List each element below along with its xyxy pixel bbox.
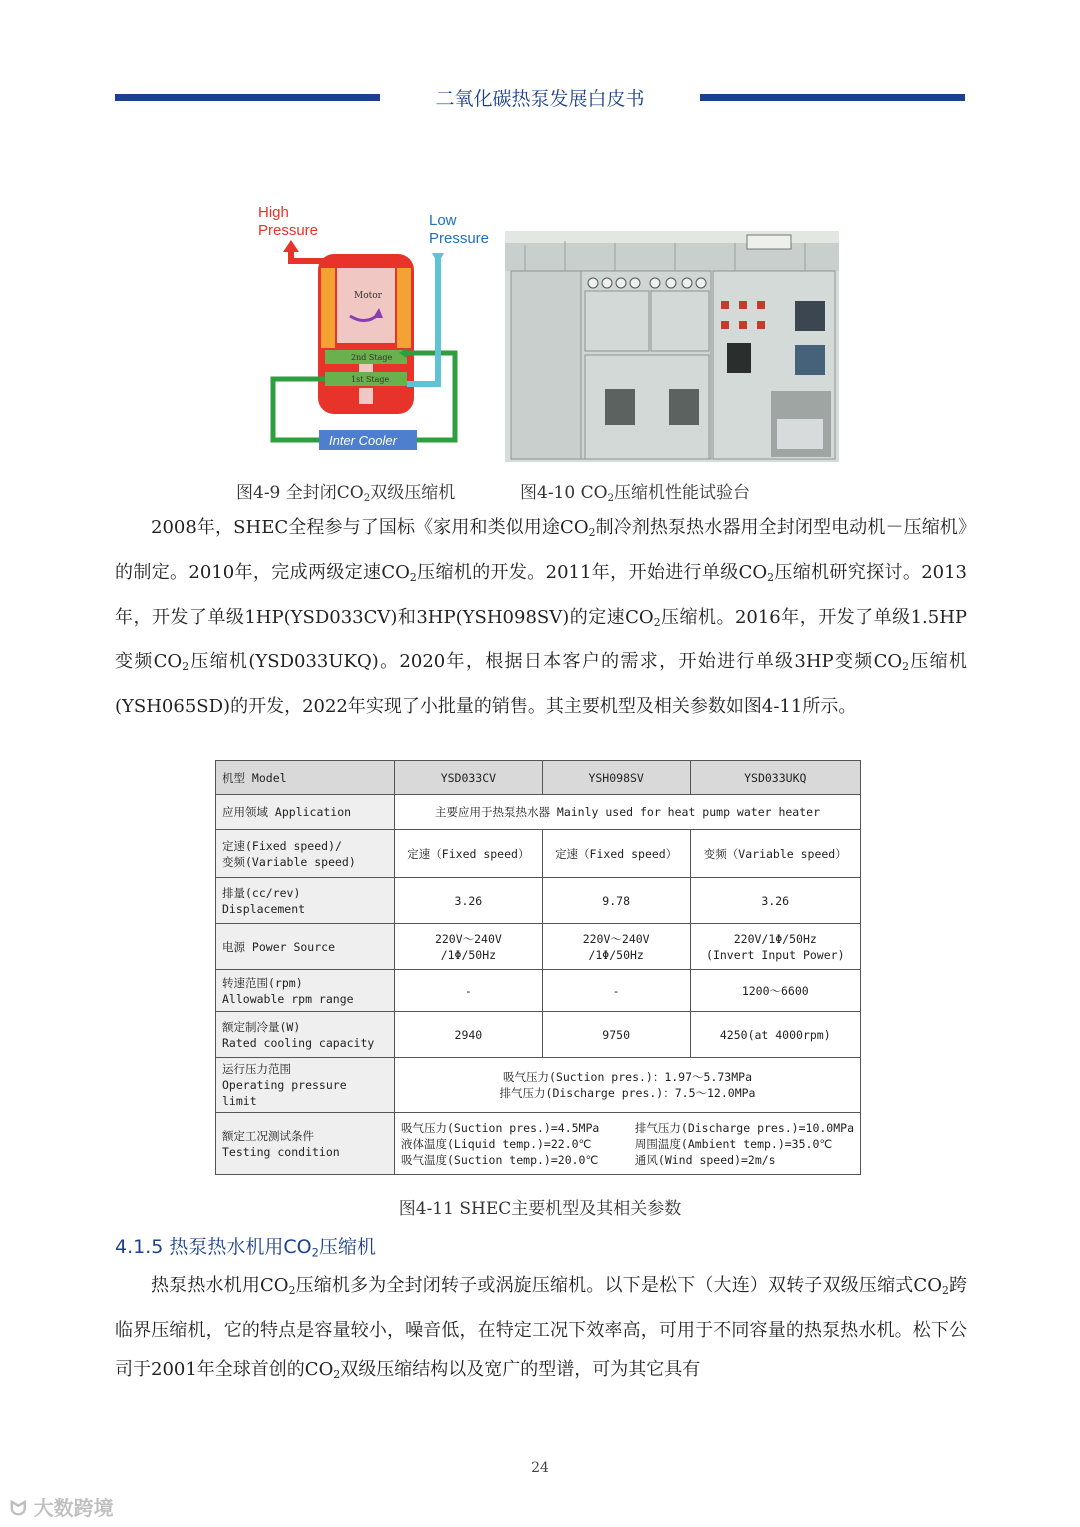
label-line: Rated cooling capacity: [222, 1035, 375, 1050]
header-bar-left: [115, 94, 380, 101]
text-run: 热泵热水机用CO: [151, 1275, 289, 1296]
label-line: 转速范围(rpm): [222, 975, 303, 990]
heading-text: 4.1.5 热泵热水机用CO: [115, 1236, 312, 1258]
motor-block: [337, 268, 395, 343]
subscript: 2: [902, 660, 910, 674]
watermark-logo-icon: ᗢ: [10, 1496, 34, 1520]
caption-subscript: 2: [363, 493, 371, 505]
table-cell-label: [216, 1012, 395, 1058]
caption-text: 压缩机性能试验台: [614, 483, 751, 503]
testing-column-right: [635, 1120, 854, 1168]
label-line: 运行压力范围: [222, 1062, 291, 1076]
table-row: [216, 924, 861, 970]
cell-line: 周围温度(Ambient temp.)=35.0℃: [634, 1136, 833, 1151]
cell-line: 220V/1Φ/50Hz: [733, 931, 817, 946]
subscript: 2: [653, 615, 661, 629]
cell-line: /1Φ/50Hz: [440, 947, 497, 962]
table-cell: 4250(at 4000rpm): [690, 1012, 860, 1058]
table-cell: 3.26: [690, 878, 860, 924]
table-cell-label: [216, 1058, 395, 1113]
table-row: [216, 1113, 861, 1175]
cell-line: (Invert Input Power): [706, 947, 845, 962]
table-row: [216, 878, 861, 924]
paragraph-text: [115, 1266, 967, 1395]
outlet-arrow: [283, 240, 299, 252]
subscript: 2: [182, 660, 190, 674]
high-pressure-label: High: [258, 204, 289, 221]
subscript: 2: [588, 526, 596, 540]
table-cell: 2940: [395, 1012, 543, 1058]
table-cell: [395, 1113, 861, 1175]
label-line: Allowable rpm range: [222, 991, 354, 1006]
page-header-title: 二氧化碳热泵发展白皮书: [435, 88, 645, 110]
table-cell: 变频（Variable speed）: [690, 830, 860, 878]
table-cell: -: [542, 970, 690, 1012]
table-cell: 1200～6600: [690, 970, 860, 1012]
label-line: Displacement: [222, 901, 306, 916]
inlet-arrow: [432, 253, 444, 264]
table-cell: 定速（Fixed speed）: [542, 830, 690, 878]
body-paragraph-1: [115, 508, 967, 727]
low-pressure-label: Low: [429, 212, 457, 229]
table-cell: 主要应用于热泵热水器 Mainly used for heat pump water heater: [395, 795, 861, 830]
text-run: 压缩机(YSD033UKQ)。2020年，根据日本客户的需求，开始进行单级3HP变频CO: [189, 651, 903, 673]
label-line: 变频(Variable speed): [222, 854, 356, 869]
caption-text: 图4-9 全封闭CO: [236, 483, 364, 503]
table-header-cell: YSD033UKQ: [690, 761, 860, 795]
low-pressure-label-2: Pressure: [429, 230, 490, 247]
text-run: 2008年，SHEC全程参与了国标《家用和类似用途CO: [151, 517, 589, 538]
stage2-label: 2nd Stage: [351, 353, 393, 362]
stage1-label: 1st Stage: [351, 375, 390, 384]
cell-line: /1Φ/50Hz: [588, 947, 644, 962]
table-cell: [395, 924, 543, 970]
spec-table: [215, 760, 861, 1175]
text-run: 压缩机研究探讨。2013年，开发了单级1HP(YSD033CV)和3HP(YSH098SV)的定速CO: [115, 561, 967, 628]
table-row: [216, 761, 861, 795]
table-cell: 9.78: [542, 878, 690, 924]
table-cell: 9750: [542, 1012, 690, 1058]
table-cell: 定速（Fixed speed）: [395, 830, 543, 878]
testing-column-left: [401, 1120, 599, 1168]
text-run: 双级压缩结构以及宽广的型谱，可为其它具有: [340, 1359, 701, 1381]
cell-line: 220V～240V: [434, 931, 502, 946]
text-run: 制冷剂热泵热水器用全封闭型电动机－压缩机》的制定。2010年，完成两级定速CO: [115, 517, 967, 583]
figure-4-9-caption: [236, 478, 455, 504]
table-cell: -: [395, 970, 543, 1012]
table-cell: [542, 924, 690, 970]
table-row: [216, 830, 861, 878]
table-cell: [690, 924, 860, 970]
heading-text: 压缩机: [318, 1236, 376, 1258]
cell-line: 排气压力(Discharge pres.)：7.5～12.0MPa: [499, 1086, 756, 1100]
label-line: 额定制冷量(W): [222, 1019, 301, 1034]
cell-line: 通风(Wind speed)=2m/s: [634, 1152, 776, 1167]
table-cell-label: [216, 970, 395, 1012]
cell-line: 液体温度(Liquid temp.)=22.0℃: [401, 1136, 592, 1151]
table-row: [216, 970, 861, 1012]
text-run: 压缩机(YSH065SD)的开发，2022年实现了小批量的销售。其主要机型及相关参数如图4-11所示。: [115, 651, 968, 718]
caption-text: 图4-10 CO: [520, 483, 608, 503]
label-line: 排量(cc/rev): [222, 885, 301, 900]
table-row: [216, 1012, 861, 1058]
text-run: 压缩机的开发。2011年，开始进行单级CO: [416, 561, 768, 583]
label-line: Operating pressure limit: [222, 1078, 347, 1108]
cell-line: 220V～240V: [582, 931, 650, 946]
subscript: 2: [941, 1284, 949, 1298]
table-cell-label: 机型 Model: [216, 761, 395, 795]
table-row: [216, 795, 861, 830]
inter-cooler-label: Inter Cooler: [329, 433, 397, 448]
label-line: 额定工况测试条件: [222, 1128, 314, 1143]
watermark: [10, 1492, 114, 1521]
paragraph-text: [115, 508, 967, 727]
caption-text: 双级压缩机: [370, 483, 456, 503]
page-number: 24: [531, 1460, 549, 1476]
body-paragraph-2: [115, 1266, 967, 1395]
table-cell-label: 应用领域 Application: [216, 795, 395, 830]
table-cell-label: [216, 830, 395, 878]
text-run: 压缩机多为全封闭转子或涡旋压缩机。以下是松下（大连）双转子双级压缩式CO: [295, 1275, 942, 1296]
test-bench-photo: [505, 231, 839, 462]
testing-conditions: [401, 1120, 854, 1168]
table-cell-label: [216, 878, 395, 924]
section-heading: [115, 1232, 376, 1259]
cell-line: 吸气压力(Suction pres.)：1.97～5.73MPa: [502, 1070, 752, 1084]
subscript: 2: [333, 1368, 341, 1382]
table-cell: [395, 1058, 861, 1113]
header-bar-right: [700, 94, 965, 101]
subscript: 2: [409, 571, 417, 585]
label-line: 定速(Fixed speed)/: [222, 838, 342, 853]
text-run: 压缩机。2016年，开发了单级1.5HP变频CO: [115, 606, 967, 673]
table-header-cell: YSH098SV: [542, 761, 690, 795]
watermark-text: 大数跨境: [33, 1496, 114, 1520]
heading-subscript: 2: [311, 1245, 319, 1260]
cell-line: 吸气压力(Suction pres.)=4.5MPa: [401, 1120, 600, 1135]
table-header-cell: YSD033CV: [395, 761, 543, 795]
text-run: 跨临界压缩机，它的特点是容量较小，噪音低，在特定工况下效率高，可用于不同容量的热泵热水机。松下公司于2001年全球首创的CO: [115, 1275, 967, 1381]
subscript: 2: [288, 1284, 296, 1298]
label-line: Testing condition: [222, 1144, 340, 1159]
figure-4-11-caption: 图4-11 SHEC主要机型及其相关参数: [398, 1199, 682, 1219]
caption-subscript: 2: [607, 493, 615, 505]
compressor-diagram: [255, 198, 495, 460]
table-cell: 3.26: [395, 878, 543, 924]
cell-line: 排气压力(Discharge pres.)=10.0MPa: [634, 1120, 854, 1135]
table-row: [216, 1058, 861, 1113]
motor-label: Motor: [354, 291, 382, 301]
table-cell-label: 电源 Power Source: [216, 924, 395, 970]
table-cell-label: [216, 1113, 395, 1175]
cell-line: 吸气温度(Suction temp.)=20.0℃: [401, 1152, 599, 1167]
subscript: 2: [767, 571, 775, 585]
figure-4-10-caption: [520, 478, 750, 504]
high-pressure-label-2: Pressure: [258, 222, 319, 239]
